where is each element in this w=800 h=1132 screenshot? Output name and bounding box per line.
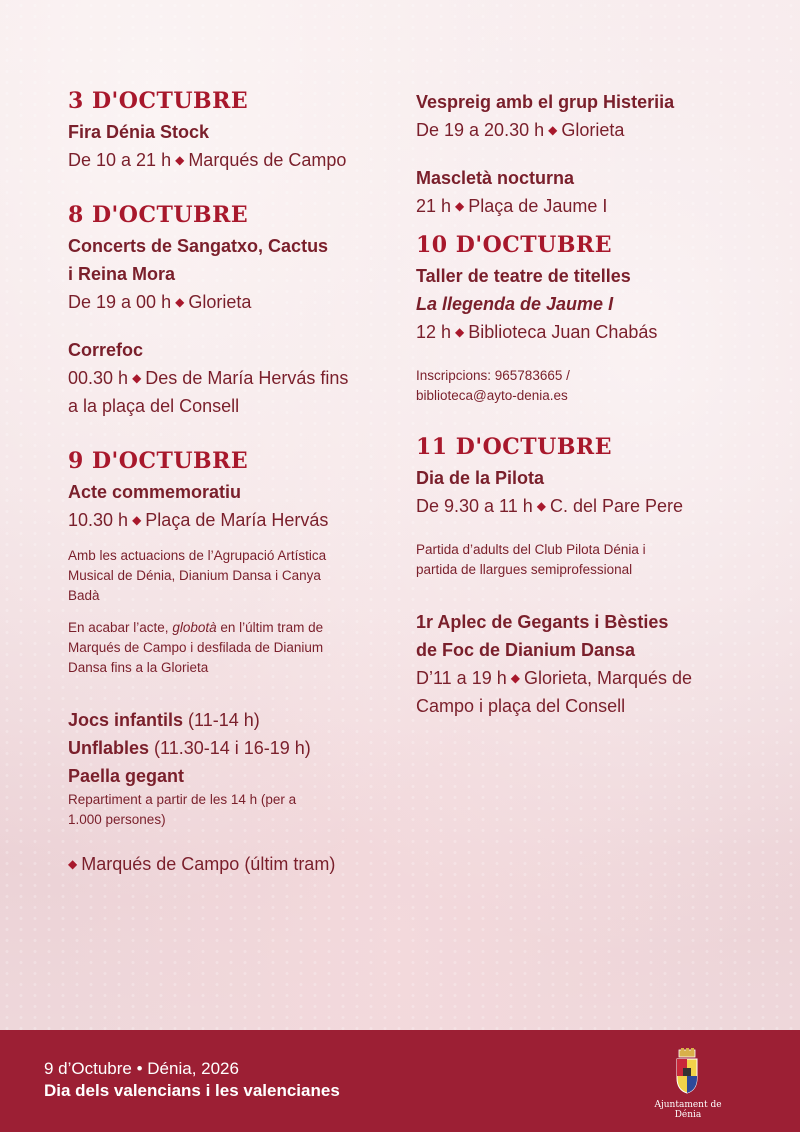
event-place: Glorieta bbox=[561, 120, 625, 140]
event-title: 1r Aplec de Gegants i Bèsties bbox=[416, 612, 669, 632]
event-note bbox=[68, 618, 398, 638]
event-subtitle: La llegenda de Jaume I bbox=[416, 294, 614, 314]
diamond-bullet-icon: ◆ bbox=[548, 123, 558, 137]
town-logo-text: Ajuntament de Dénia bbox=[654, 1100, 722, 1120]
event-title: Acte commemoratiu bbox=[68, 482, 242, 502]
event-title: Paella gegant bbox=[68, 766, 185, 786]
event-title: Correfoc bbox=[68, 340, 144, 360]
event-info bbox=[416, 318, 756, 346]
event-note: Inscripcions: 965783665 / bbox=[416, 368, 570, 383]
event-time: De 19 a 00 h bbox=[68, 292, 172, 312]
event-note: Repartiment a partir de les 14 h (per a bbox=[68, 792, 297, 807]
event-place: Marqués de Campo (últim tram) bbox=[81, 854, 336, 874]
date-heading-oct3: 3 D'OCTUBRE bbox=[68, 88, 249, 114]
diamond-bullet-icon: ◆ bbox=[132, 371, 142, 385]
event-hours: (11-14 h) bbox=[183, 710, 260, 730]
right-column bbox=[416, 88, 756, 720]
event-title: de Foc de Dianium Dansa bbox=[416, 640, 636, 660]
diamond-bullet-icon: ◆ bbox=[175, 295, 185, 309]
event-place: Glorieta, Marqués de bbox=[523, 668, 693, 688]
event-title: Mascletà nocturna bbox=[416, 168, 575, 188]
date-heading-oct9: 9 D'OCTUBRE bbox=[68, 448, 249, 474]
event-info bbox=[416, 116, 756, 144]
event-time: 12 h bbox=[416, 322, 452, 342]
note-text: en l’últim tram de bbox=[216, 620, 324, 635]
event-place: C. del Pare Pere bbox=[550, 496, 684, 516]
diamond-bullet-icon: ◆ bbox=[455, 199, 465, 213]
event-time: De 19 a 20.30 h bbox=[416, 120, 545, 140]
event-time: De 9.30 a 11 h bbox=[416, 496, 533, 516]
event-time: 00.30 h bbox=[68, 368, 129, 388]
event-hours: (11.30-14 i 16-19 h) bbox=[149, 738, 311, 758]
diamond-bullet-icon: ◆ bbox=[132, 513, 142, 527]
note-text: En acabar l’acte, bbox=[68, 620, 173, 635]
event-note: Partida d’adults del Club Pilota Dénia i bbox=[416, 542, 646, 557]
event-title: Dia de la Pilota bbox=[416, 468, 545, 488]
event-title: Fira Dénia Stock bbox=[68, 122, 210, 142]
event-place: Marqués de Campo bbox=[188, 150, 347, 170]
event-note: Badà bbox=[68, 588, 100, 603]
diamond-bullet-icon: ◆ bbox=[455, 325, 465, 339]
event-title-bold: Unflables bbox=[68, 738, 150, 758]
footer-bar bbox=[0, 1030, 800, 1132]
event-info bbox=[68, 364, 398, 392]
event-place: Glorieta bbox=[188, 292, 252, 312]
event-time: 10.30 h bbox=[68, 510, 129, 530]
event-time: 21 h bbox=[416, 196, 452, 216]
diamond-bullet-icon: ◆ bbox=[510, 671, 520, 685]
diamond-bullet-icon: ◆ bbox=[175, 153, 185, 167]
event-title bbox=[68, 706, 398, 734]
event-info bbox=[416, 664, 756, 692]
event-place: Des de María Hervás fins bbox=[145, 368, 349, 388]
event-title: i Reina Mora bbox=[68, 264, 176, 284]
event-place: Campo i plaça del Consell bbox=[416, 696, 626, 716]
event-note: Amb les actuacions de l’Agrupació Artística bbox=[68, 548, 327, 563]
event-note: Musical de Dénia, Dianium Dansa i Canya bbox=[68, 568, 321, 583]
event-place: Plaça de Jaume I bbox=[468, 196, 608, 216]
event-title bbox=[68, 734, 398, 762]
event-place: Plaça de María Hervás bbox=[145, 510, 329, 530]
note-italic: globotà bbox=[172, 620, 217, 635]
event-title: Taller de teatre de titelles bbox=[416, 266, 631, 286]
diamond-bullet-icon: ◆ bbox=[68, 857, 78, 871]
event-title-bold: Jocs infantils bbox=[68, 710, 184, 730]
date-heading-oct11: 11 D'OCTUBRE bbox=[416, 434, 612, 460]
event-title: Concerts de Sangatxo, Cactus bbox=[68, 236, 329, 256]
event-info bbox=[68, 850, 398, 878]
event-info bbox=[68, 506, 398, 534]
event-info bbox=[68, 146, 398, 174]
event-info bbox=[416, 192, 756, 220]
event-place: a la plaça del Consell bbox=[68, 396, 240, 416]
event-time: D’11 a 19 h bbox=[416, 668, 507, 688]
event-info bbox=[68, 288, 398, 316]
event-note: Dansa fins a la Glorieta bbox=[68, 660, 209, 675]
event-info bbox=[416, 492, 756, 520]
event-note: Marqués de Campo i desfilada de Dianium bbox=[68, 640, 324, 655]
left-column bbox=[68, 88, 398, 878]
event-title: Vespreig amb el grup Histeriia bbox=[416, 92, 675, 112]
event-note: partida de llargues semiprofessional bbox=[416, 562, 633, 577]
event-note: 1.000 persones) bbox=[68, 812, 166, 827]
event-place: Biblioteca Juan Chabás bbox=[468, 322, 658, 342]
town-crest-icon bbox=[675, 1048, 699, 1094]
event-time: De 10 a 21 h bbox=[68, 150, 172, 170]
event-note: biblioteca@ayto-denia.es bbox=[416, 388, 568, 403]
date-heading-oct8: 8 D'OCTUBRE bbox=[68, 202, 249, 228]
footer-title-line: Dia dels valencians i les valencianes bbox=[44, 1081, 340, 1100]
diamond-bullet-icon: ◆ bbox=[536, 499, 546, 513]
footer-date-line: 9 d’Octubre • Dénia, 2026 bbox=[44, 1059, 239, 1078]
date-heading-oct10: 10 D'OCTUBRE bbox=[416, 232, 612, 258]
